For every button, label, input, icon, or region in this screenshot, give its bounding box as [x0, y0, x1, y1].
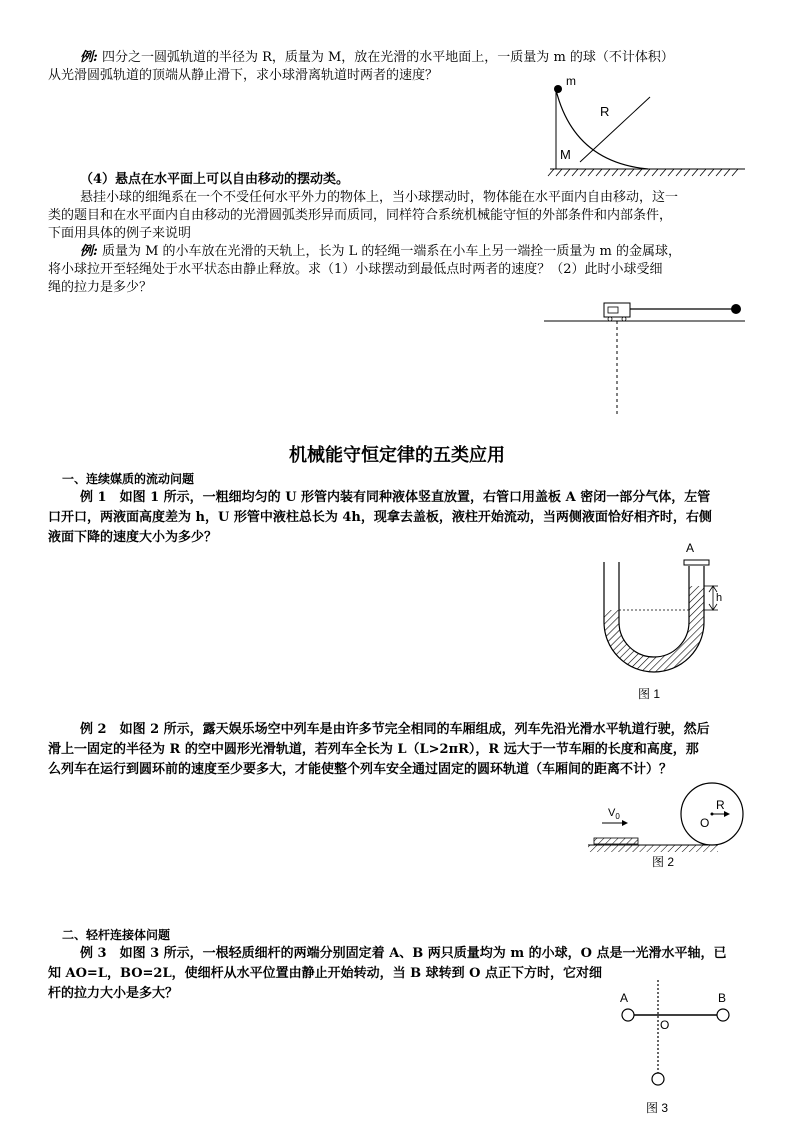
label-O: O	[660, 1018, 670, 1032]
cover-plate-A	[684, 560, 709, 565]
label-h: h	[716, 592, 723, 604]
example-tag: 例:	[80, 50, 98, 65]
label-v0: $V_0$	[608, 807, 620, 821]
example-cart-line1	[80, 244, 681, 260]
example-3-line1: 例 3 如图 3 所示，一根轻质细杆的两端分别固定着 A、B 两只质量均为 m 的小球，O 点是一光滑水平轴，已	[80, 946, 727, 961]
example-1-line1: 例 1 如图 1 所示，一粗细均匀的 U 形管内装有同种液体竖直放置，右管口用盖板 A 密闭一部分气体，左管	[80, 490, 711, 505]
section-4-heading: （4）悬点在水平面上可以自由移动的摆动类。	[80, 172, 350, 187]
example-3-line3: 杆的拉力大小是多大？	[48, 986, 179, 1001]
light-rod-figure	[612, 975, 742, 1120]
ball-B	[717, 1009, 729, 1021]
text: 质量为 M 的小车放在光滑的天轨上，长为 L 的轻绳一端系在小车上另一端拴一质量为 m 的金属球，	[97, 244, 682, 259]
radius-line	[580, 97, 650, 162]
cart-pendulum-figure	[540, 296, 750, 421]
label-A: A	[686, 541, 695, 555]
section-1-heading: 一、连续媒质的流动问题	[62, 472, 195, 486]
example-1-line2: 口开口，两液面高度差为 h，U 形管中液柱总长为 4h，现拿去盖板，液柱开始流动，当两侧液面恰好相齐时，右侧	[48, 510, 712, 525]
label-A: A	[620, 991, 629, 1005]
label-B: B	[718, 991, 727, 1005]
page-title: 机械能守恒定律的五类应用	[289, 445, 505, 466]
example-tag: 例:	[80, 244, 98, 259]
example-2-line3: 么列车在运行到圆环前的速度至少要多大，才能使整个列车安全通过固定的圆环轨道（车厢间的距离不计）？	[48, 762, 673, 777]
train	[594, 838, 638, 844]
example-2-line2: 滑上一固定的半径为 R 的空中圆形光滑轨道，若列车全长为 L（L>2πR），R 远大于一节车厢的长度和高度，那	[48, 742, 699, 757]
paragraph-line: 类的题目和在水平面内自由移动的光滑圆弧类形异而质同，同样符合系统机械能守恒的外部条件和内部条件，	[48, 208, 673, 223]
example-2-line1: 例 2 如图 2 所示，露天娱乐场空中列车是由许多节完全相同的车厢组成，列车先沿光滑水平轨道行驶，然后	[80, 722, 710, 737]
figure-caption: 图 3	[646, 1101, 669, 1115]
example-quarter-arc-line2: 从光滑圆弧轨道的顶端从静止滑下，求小球滑离轨道时两者的速度？	[48, 68, 439, 83]
text: 四分之一圆弧轨道的半径为 R，质量为 M，放在光滑的水平地面上，一质量为 m 的球（不计体积）	[97, 50, 674, 65]
section-2-heading: 二、轻杆连接体问题	[62, 928, 171, 942]
metal-ball	[731, 304, 741, 314]
cart-wheel	[608, 317, 612, 321]
example-3-line2: 知 AO=L，BO=2L，使细杆从水平位置由静止开始转动，当 B 球转到 O 点正下方时，它对细	[48, 966, 603, 981]
figure-caption: 图 2	[652, 855, 675, 869]
ball-m	[554, 85, 562, 93]
example-1-line3: 液面下降的速度大小为多少？	[48, 530, 218, 545]
ball-B-lowest	[652, 1073, 664, 1085]
paragraph-line: 悬挂小球的细绳系在一个不受任何水平外力的物体上，当小球摆动时，物体能在水平面内自由移动，这一	[80, 190, 679, 205]
label-O: O	[700, 816, 710, 830]
ground-hatch	[588, 845, 718, 852]
paragraph-line: 下面用具体的例子来说明	[48, 226, 192, 241]
u-tube-figure	[596, 540, 736, 705]
tube-inner-wall	[619, 562, 689, 657]
example-cart-line2: 将小球拉开至轻绳处于水平状态由静止释放。求（1）小球摆动到最低点时两者的速度？（2）此时小球受细	[48, 262, 663, 277]
example-quarter-arc-line1	[80, 50, 674, 66]
loop-track-figure	[582, 782, 752, 872]
ground-hatch	[548, 169, 738, 176]
cart-wheel	[622, 317, 626, 321]
quarter-arc-figure	[540, 72, 760, 182]
ball-A	[622, 1009, 634, 1021]
figure-caption: 图 1	[638, 687, 661, 701]
example-cart-line3: 绳的拉力是多少？	[48, 280, 153, 295]
label-R: R	[716, 798, 725, 812]
label-M: M	[560, 147, 571, 162]
label-m: m	[566, 74, 576, 88]
label-R: R	[600, 104, 610, 119]
